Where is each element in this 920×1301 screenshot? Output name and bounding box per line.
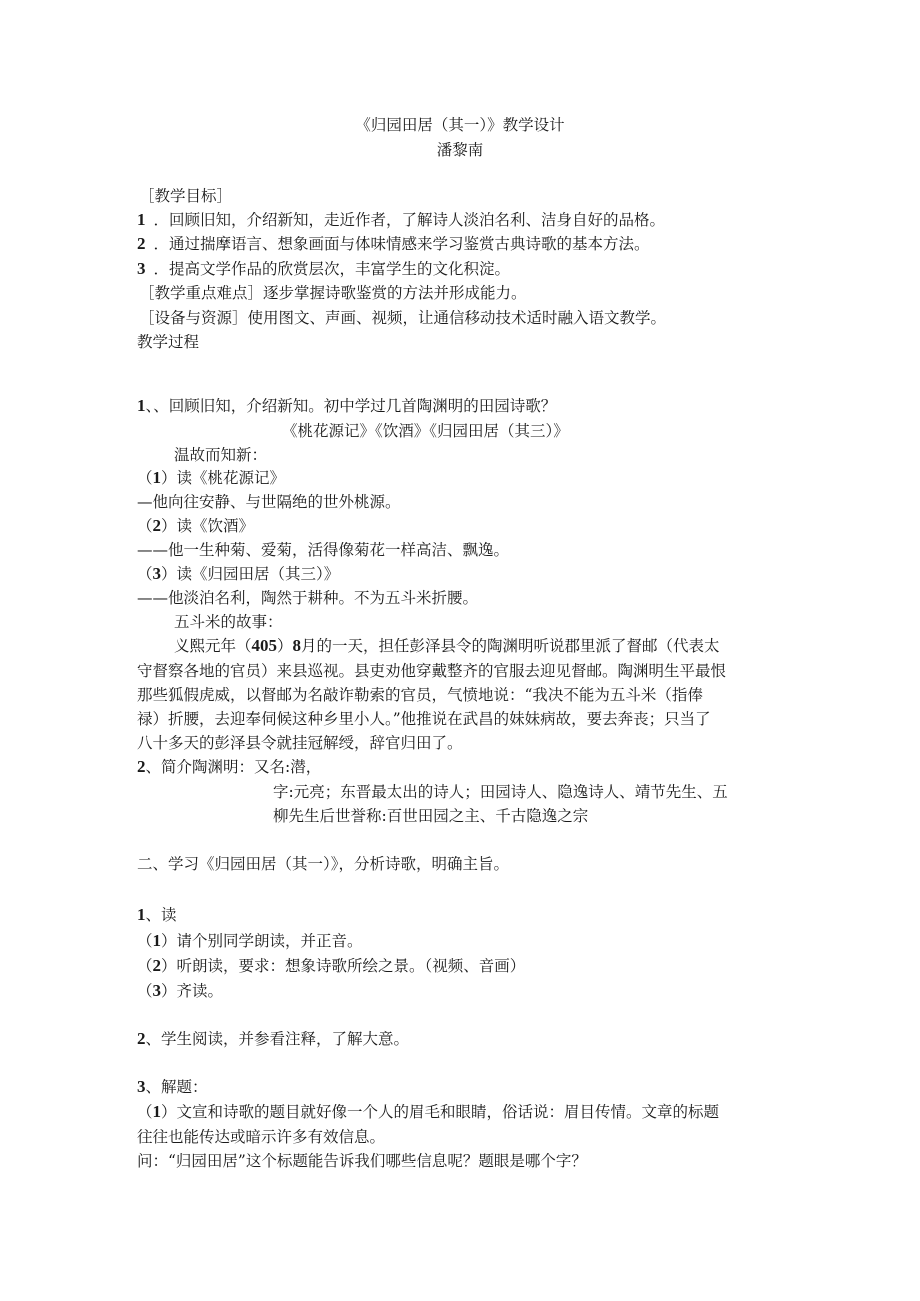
- question: 问：“归园田居”这个标题能告诉我们哪些信息呢？题眼是哪个字？: [137, 1152, 587, 1170]
- title-analysis-1: （1）文宣和诗歌的题目就好像一个人的眉毛和眼睛，俗话说：眉目传情。文章的标题: [137, 1102, 720, 1121]
- part-2-heading: 二、学习《归园田居（其一）》，分析诗歌，明确主旨。: [137, 855, 510, 873]
- goal-number: 1: [137, 210, 146, 229]
- item-number: 2: [152, 956, 162, 975]
- read-item-2: （2）听朗读，要求：想象诗歌所绘之景。（视频、音画）: [137, 956, 526, 975]
- item-text: ）请个别同学朗读，并正音。: [161, 932, 363, 950]
- goal-number: 2: [137, 234, 146, 253]
- goal-text: ．通过揣摩语言、想象画面与体味情感来学习鉴赏古典诗歌的基本方法。: [153, 235, 650, 253]
- section-2-3: [137, 1076, 208, 1098]
- section-number: 2: [137, 1029, 146, 1048]
- author-name: 潘黎南: [436, 141, 484, 159]
- review-note-3: ——他淡泊名利，陶然于耕种。不为五斗米折腰。: [137, 589, 479, 607]
- goal-item-1: [137, 209, 665, 231]
- item-text: ）读《归园田居（其三）》: [161, 565, 340, 583]
- section-number: 1: [137, 905, 146, 924]
- goal-item-3: [137, 258, 510, 280]
- poem-list: 《桃花源记》《饮酒》《归园田居（其三）》: [282, 422, 569, 440]
- story-title: 五斗米的故事：: [174, 613, 283, 631]
- process-heading: 教学过程: [137, 333, 200, 351]
- paren-open: （: [137, 565, 153, 583]
- story-line-2: 守督察各地的官员）来县巡视。县吏劝他穿戴整齐的官服去迎见督邮。陶渊明生平最恨: [137, 662, 727, 680]
- paren-open: （: [137, 469, 153, 487]
- story-line-3: 那些狐假虎威，以督邮为名敲诈勒索的官员，气愤地说：“我决不能为五斗米（指俸: [137, 686, 703, 704]
- goals-heading: ［教学目标］: [139, 187, 233, 205]
- item-number: 1: [152, 468, 162, 487]
- item-number: 1: [152, 931, 162, 950]
- section-number: 2: [137, 757, 146, 776]
- story-line-5: 八十多天的彭泽县令就挂冠解绶，辞官归田了。: [137, 734, 463, 752]
- item-number: 1: [152, 1102, 162, 1121]
- story-text: ）: [277, 637, 293, 655]
- paren-open: （: [137, 517, 153, 535]
- item-text: ）文宣和诗歌的题目就好像一个人的眉毛和眼睛，俗话说：眉目传情。文章的标题: [161, 1103, 720, 1121]
- section-text: 、学生阅读，并参看注释，了解大意。: [145, 1030, 410, 1048]
- section-text: 、、回顾旧知，介绍新知。初中学过几首陶渊明的田园诗歌？: [145, 397, 557, 415]
- section-2-2: [137, 1028, 409, 1050]
- section-1-2: [137, 756, 321, 778]
- story-text: 月的一天，担任彭泽县令的陶渊明听说郡里派了督邮（代表太: [301, 637, 720, 655]
- item-number: 3: [152, 981, 162, 1000]
- document-title: 《归园田居（其一）》教学设计: [355, 116, 565, 134]
- month-number: 8: [292, 636, 302, 655]
- goal-number: 3: [137, 259, 146, 278]
- title-analysis-line-2: 往往也能传达或暗示许多有效信息。: [137, 1128, 386, 1146]
- story-line-4: 禄）折腰，去迎奉伺候这种乡里小人。”他推说在武昌的妹妹病故，要去奔丧；只当了: [137, 710, 711, 728]
- item-text: ）齐读。: [161, 982, 224, 1000]
- key-points: ［教学重点难点］逐步掌握诗歌鉴赏的方法并形成能力。: [139, 284, 527, 302]
- review-item-1: [137, 467, 285, 489]
- tao-intro-line-2: 字:元亮；东晋最太出的诗人；田园诗人、隐逸诗人、靖节先生、五: [273, 783, 728, 801]
- item-text: ）听朗读，要求：想象诗歌所绘之景。（视频、音画）: [161, 957, 526, 975]
- read-item-1: （1）请个别同学朗读，并正音。: [137, 931, 363, 950]
- review-item-2: [137, 515, 254, 537]
- section-1-1: [137, 395, 556, 417]
- section-2-1: [137, 904, 177, 926]
- story-text: 义熙元年（: [174, 637, 252, 655]
- item-number: 2: [152, 516, 162, 535]
- review-heading: 温故而知新：: [174, 446, 268, 464]
- story-line-1: [174, 635, 720, 657]
- section-number: 3: [137, 1077, 146, 1096]
- section-text: 、简介陶渊明：又名:潜，: [145, 758, 322, 776]
- tao-intro-line-3: 柳先生后世誉称:百世田园之主、千古隐逸之宗: [273, 807, 589, 825]
- section-text: 、解题：: [145, 1078, 208, 1096]
- item-number: 3: [152, 564, 162, 583]
- read-item-3: （3）齐读。: [137, 981, 224, 1000]
- review-note-1: —他向往安静、与世隔绝的世外桃源。: [137, 493, 401, 511]
- goal-item-2: [137, 233, 650, 255]
- item-text: ）读《桃花源记》: [161, 469, 286, 487]
- goal-text: ．提高文学作品的欣赏层次，丰富学生的文化积淀。: [153, 260, 511, 278]
- resources: ［设备与资源］使用图文、声画、视频，让通信移动技术适时融入语文教学。: [139, 309, 667, 327]
- section-text: 、读: [145, 906, 177, 924]
- review-item-3: [137, 563, 339, 585]
- review-note-2: ——他一生种菊、爱菊，活得像菊花一样高洁、飘逸。: [137, 541, 510, 559]
- item-text: ）读《饮酒》: [161, 517, 255, 535]
- section-number: 1: [137, 396, 146, 415]
- year-number: 405: [251, 636, 278, 655]
- goal-text: ．回顾旧知，介绍新知，走近作者，了解诗人淡泊名利、洁身自好的品格。: [153, 211, 666, 229]
